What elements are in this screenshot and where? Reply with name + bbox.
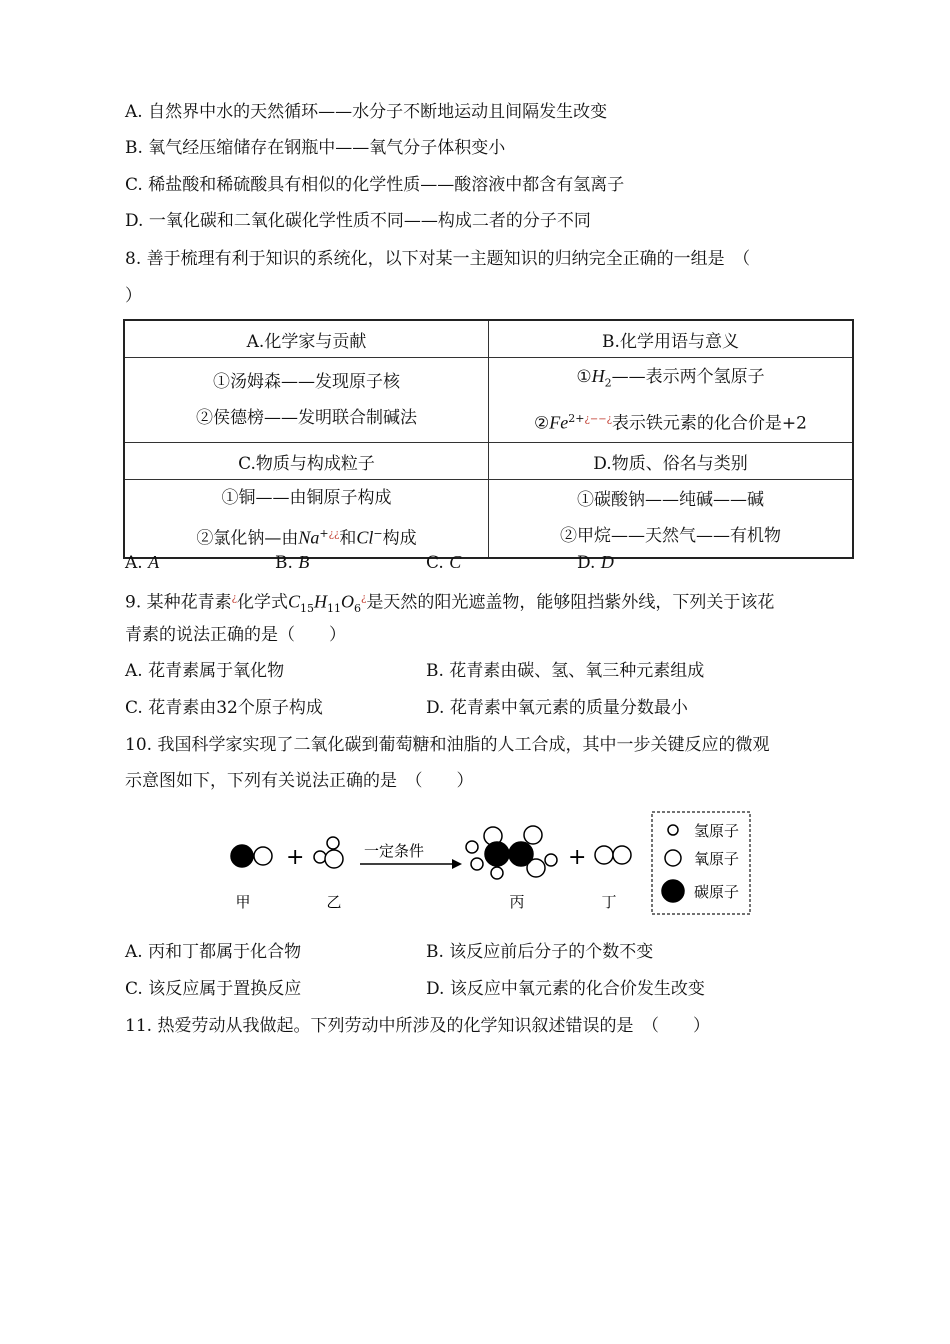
c-item-2-text: ②氯化钠—由 xyxy=(196,528,299,549)
molecule-jia xyxy=(231,845,272,867)
label-jia: 甲 xyxy=(235,893,251,911)
formula-h: H xyxy=(314,591,328,612)
q8-option-d: D. D xyxy=(577,552,614,573)
a-item-1: ①汤姆森——发现原子核 xyxy=(213,372,400,393)
q10-option-d: D. 该反应中氧元素的化合价发生改变 xyxy=(426,979,705,999)
c-item-2-end: 构成 xyxy=(382,528,417,549)
reaction-diagram xyxy=(0,800,950,930)
q9-stem-line1: 9. 某种花青素¿化学式$C_{15}H_{11}O_6^¿$是天然的阳光遮盖物，能够阻挡紫外线，下列关于该花 xyxy=(125,591,775,616)
c-item-1: ①铜——由铜原子构成 xyxy=(221,488,392,509)
table-cell-b-head: B.化学用语与意义 xyxy=(489,320,854,358)
q7-option-d: D. 一氧化碳和二氧化碳化学性质不同——构成二者的分子不同 xyxy=(125,211,591,231)
q10-option-c: C. 该反应属于置换反应 xyxy=(125,979,302,999)
q8-option-c: C. C xyxy=(426,552,462,573)
b-item-1-num: ① xyxy=(576,367,592,387)
formula-c: C xyxy=(288,591,301,612)
q8-stem-line1: 8. 善于梳理有利于知识的系统化，以下对某一主题知识的归纳完全正确的一组是 （ xyxy=(125,249,751,269)
q8-option-b: B. B xyxy=(275,552,310,573)
b-item-1-text: ——表示两个氢原子 xyxy=(611,367,765,387)
table-cell-a-head: A.化学家与贡献 xyxy=(124,320,489,358)
table-cell-c-head: C.物质与构成粒子 xyxy=(124,443,489,480)
q7-option-a: A. 自然界中水的天然循环——水分子不断地运动且间隔发生改变 xyxy=(125,102,608,122)
reaction-arrow-head xyxy=(452,859,462,869)
q10-stem-line1: 10. 我国科学家实现了二氧化碳到葡萄糖和油脂的人工合成，其中一步关键反应的微观 xyxy=(125,735,770,755)
q7-option-c: C. 稀盐酸和稀硫酸具有相似的化学性质——酸溶液中都含有氢离子 xyxy=(125,175,625,195)
q9-stem-line2: 青素的说法正确的是（ ） xyxy=(125,625,346,645)
b-item-2-text: 表示铁元素的化合价是+2 xyxy=(611,414,807,435)
legend-oxygen-icon xyxy=(665,850,681,866)
b-item-2-glitch: ¿−−¿ xyxy=(584,414,612,426)
q9-glitch-2: ¿ xyxy=(361,593,367,604)
reaction-condition: 一定条件 xyxy=(364,842,425,860)
plus-sign-1: + xyxy=(286,845,305,870)
b-item-1 xyxy=(489,358,852,401)
q10-option-a: A. 丙和丁都属于化合物 xyxy=(125,942,302,962)
plus-sign-2: + xyxy=(568,845,587,870)
c-item-2-na: Na xyxy=(298,527,320,548)
table-cell-c-body xyxy=(124,480,489,558)
table-cell-a-body xyxy=(124,358,489,443)
b-item-2 xyxy=(489,401,852,442)
molecule-yi xyxy=(314,837,343,868)
q9-option-d: D. 花青素中氧元素的质量分数最小 xyxy=(426,698,688,718)
c-item-2-and: 和 xyxy=(339,528,357,549)
table-cell-d-head: D.物质、俗名与类别 xyxy=(489,443,854,480)
legend-carbon-icon xyxy=(662,880,684,902)
label-ding: 丁 xyxy=(601,893,617,911)
legend-oxygen-label: 氧原子 xyxy=(694,850,740,868)
q10-stem-line2: 示意图如下，下列有关说法正确的是 （ ） xyxy=(125,771,474,791)
q9-option-c: C. 花青素由32个原子构成 xyxy=(125,698,323,718)
c-item-2-glitch: ¿¿ xyxy=(328,529,340,541)
table-cell-b-body xyxy=(489,358,854,443)
formula-o: O xyxy=(341,591,355,612)
c-item-2-cl: Cl xyxy=(356,527,374,548)
q9-option-a: A. 花青素属于氧化物 xyxy=(125,661,285,681)
molecule-bing xyxy=(466,826,557,879)
q9-glitch-1: ¿ xyxy=(231,593,237,604)
q10-option-b: B. 该反应前后分子的个数不变 xyxy=(426,942,654,962)
label-yi: 乙 xyxy=(326,893,342,911)
molecule-ding xyxy=(595,846,631,864)
a-item-2: ②侯德榜——发明联合制碱法 xyxy=(196,408,417,429)
q11-stem: 11. 热爱劳动从我做起。下列劳动中所涉及的化学知识叙述错误的是 （ ） xyxy=(125,1016,710,1036)
c-item-2-na-sup: + xyxy=(319,527,329,541)
table-cell-d-body xyxy=(489,480,854,558)
c-item-2-cl-sup: − xyxy=(373,527,383,541)
b-item-2-sup: 2+ xyxy=(568,412,585,426)
legend-hydrogen-icon xyxy=(668,825,678,835)
q8-option-a: A. A xyxy=(125,552,160,573)
q9-option-b: B. 花青素由碳、氢、氧三种元素组成 xyxy=(426,661,705,681)
d-item-2: ②甲烷——天然气——有机物 xyxy=(560,526,781,547)
b-item-2-symbol: Fe xyxy=(549,413,569,434)
q8-stem-line2: ） xyxy=(125,286,142,306)
label-bing: 丙 xyxy=(509,893,525,911)
legend-carbon-label: 碳原子 xyxy=(694,883,740,901)
legend-hydrogen-label: 氢原子 xyxy=(694,822,740,840)
b-item-2-num: ② xyxy=(534,414,550,435)
q7-option-b: B. 氧气经压缩储存在钢瓶中——氧气分子体积变小 xyxy=(125,138,506,158)
d-item-1: ①碳酸钠——纯碱——碱 xyxy=(577,490,764,511)
q8-knowledge-table xyxy=(123,319,854,559)
b-item-1-sub: 2 xyxy=(604,376,612,390)
b-item-1-symbol: H xyxy=(591,366,605,386)
